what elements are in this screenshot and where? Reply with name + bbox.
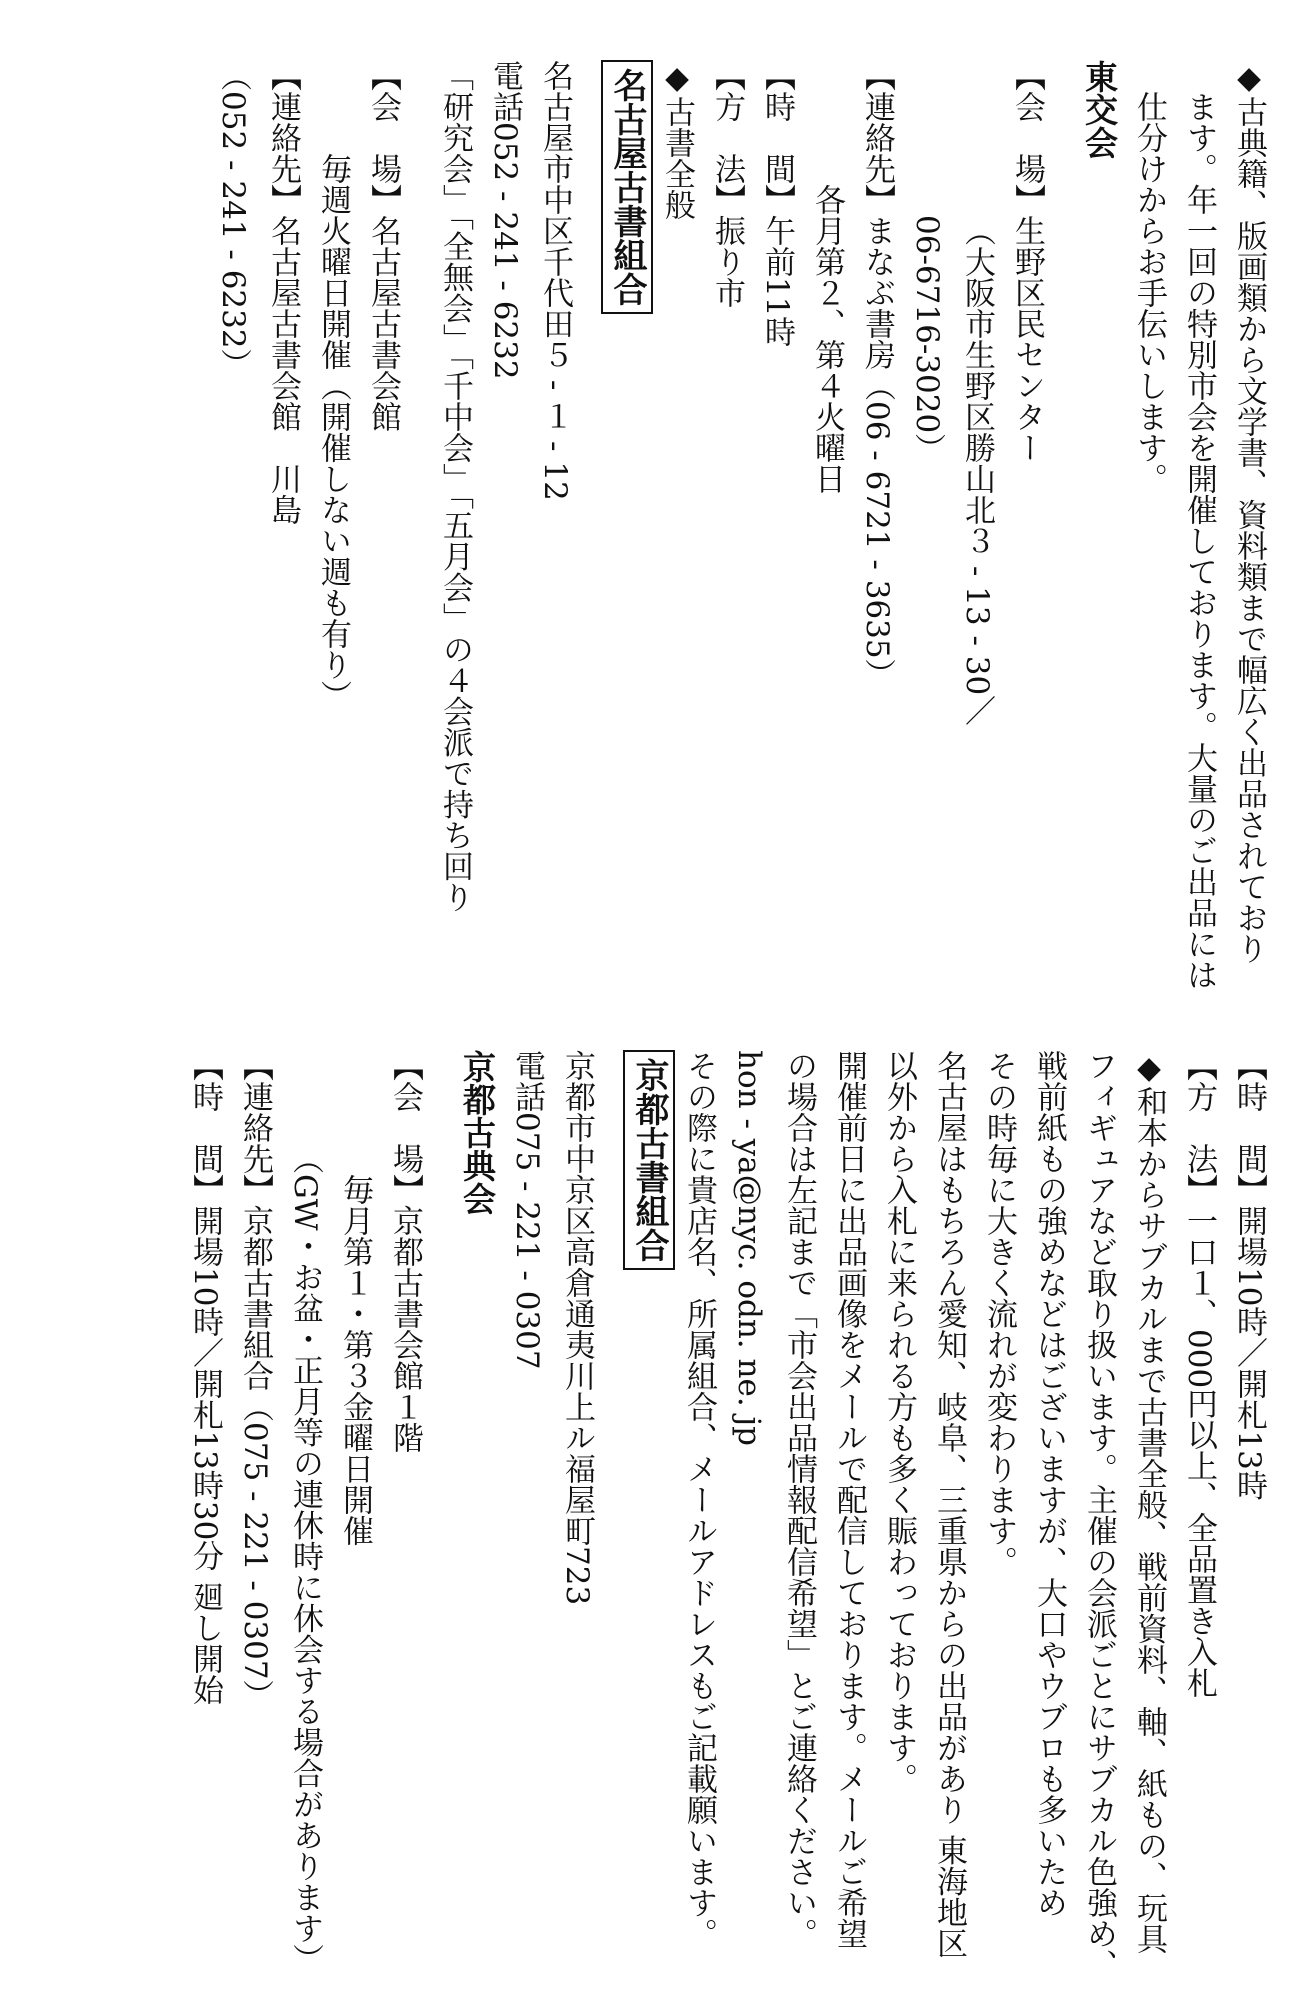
nagoya-groups: 「研究会」「全無会」「千中会」「五月会」の４会派で持ち回り bbox=[437, 60, 473, 913]
nagoya-time-label: 【時 間】 bbox=[1231, 1050, 1267, 1205]
top-section bbox=[208, 60, 1274, 990]
toko-method-label: 【方 法】 bbox=[709, 60, 745, 215]
nagoya-desc-10: その際に貴店名、所属組合、メールアドレスもご記載願います。 bbox=[681, 1050, 717, 1949]
nagoya-desc-2: フィギュアなど取り扱います。主催の会派ごとにサブカル色強め、 bbox=[1081, 1050, 1117, 1980]
kyoto-address: 京都市中京区高倉通夷川上ル福屋町723 bbox=[559, 1050, 595, 1606]
toko-schedule: 各月第２、第４火曜日 bbox=[809, 184, 845, 494]
toko-title: 東交会 bbox=[1080, 60, 1119, 159]
nagoya-method-label: 【方 法】 bbox=[1181, 1050, 1217, 1205]
toko-time-row bbox=[752, 60, 802, 960]
toko-contact: まなぶ書房（06 - 6721 - 3635） bbox=[859, 215, 895, 690]
intro-line-2: ます。年一回の特別市会を開催しております。大量のご出品には bbox=[1181, 91, 1217, 990]
toko-method-row bbox=[702, 60, 752, 960]
nagoya-time: 開場10時／開札13時 bbox=[1231, 1205, 1267, 1501]
nagoya-email: hon - ya@nyc. odn. ne. jp bbox=[731, 1050, 767, 1446]
nagoya-desc-6: 以外から入札に来られる方も多く賑わっております。 bbox=[881, 1050, 917, 1794]
nagoya-desc-8: の場合は左記まで「市会出品情報配信希望」とご連絡ください。 bbox=[781, 1050, 817, 1949]
nagoya-time-row bbox=[1224, 1050, 1274, 1950]
kyoto-koten-venue: 京都古書会館１階 bbox=[387, 1205, 423, 1453]
nagoya-desc-7: 開催前日に出品画像をメールで配信しております。メールご希望 bbox=[831, 1050, 867, 1949]
toko-address: （大阪市生野区勝山北３ - 13 - 30／ bbox=[959, 215, 995, 727]
kyoto-koten-schedule: 毎月第１・第３金曜日開催 bbox=[337, 1174, 373, 1546]
kyoto-title-wrap bbox=[624, 1050, 674, 1950]
kyoto-koten-venue-row bbox=[380, 1050, 430, 1950]
nagoya-title: 名古屋古書組合 bbox=[601, 60, 653, 314]
toko-contact-row bbox=[852, 60, 902, 960]
toko-tel: 06-6716-3020） bbox=[909, 215, 945, 465]
nagoya-address: 名古屋市中区千代田５ - １ - 12 bbox=[537, 60, 573, 501]
nagoya-desc-3: 戦前紙もの強めなどはございますが、大口やウブロも多いため bbox=[1031, 1050, 1067, 1918]
nagoya-venue: 名古屋古書会館 bbox=[365, 215, 401, 432]
toko-venue-row bbox=[1002, 60, 1052, 960]
nagoya-venue-label: 【会 場】 bbox=[365, 60, 401, 215]
nagoya-contact-tel: （052 - 241 - 6232） bbox=[215, 60, 251, 380]
nagoya-schedule: 毎週火曜日開催（開催しない週も有り） bbox=[315, 153, 351, 711]
toko-genre: ◆古書全般 bbox=[659, 60, 695, 220]
kyoto-koten-time: 開場10時／開札13時30分 廻し開始 bbox=[187, 1205, 223, 1706]
intro-line-1: ◆古典籍、版画類から文学書、資料類まで幅広く出品されており bbox=[1231, 60, 1267, 964]
toko-contact-label: 【連絡先】 bbox=[859, 60, 895, 215]
kyoto-koten-time-label: 【時 間】 bbox=[187, 1050, 223, 1205]
toko-method: 振り市 bbox=[709, 215, 745, 308]
nagoya-method-row bbox=[1174, 1050, 1224, 1950]
kyoto-koten-note: （GW・お盆・正月等の連休時に休会する場合があります） bbox=[287, 1143, 323, 1975]
toko-time: 午前11時 bbox=[759, 215, 795, 348]
nagoya-contact: 名古屋古書会館 川島 bbox=[265, 215, 301, 525]
nagoya-contact-label: 【連絡先】 bbox=[265, 60, 301, 215]
kyoto-koten-contact: 京都古書組合（075 - 221 - 0307） bbox=[237, 1205, 273, 1711]
kyoto-tel: 電話075 - 221 - 0307 bbox=[509, 1050, 545, 1370]
nagoya-tel: 電話052 - 241 - 6232 bbox=[487, 60, 523, 380]
kyoto-koten-contact-label: 【連絡先】 bbox=[237, 1050, 273, 1205]
toko-time-label: 【時 間】 bbox=[759, 60, 795, 215]
toko-venue: 生野区民センター bbox=[1009, 215, 1045, 463]
bottom-section bbox=[180, 1050, 1274, 1980]
nagoya-desc-1: ◆和本からサブカルまで古書全般、戦前資料、軸、紙もの、玩具 bbox=[1131, 1050, 1167, 1954]
nagoya-method: 一口１、000円以上、全品置き入札 bbox=[1181, 1205, 1217, 1699]
nagoya-title-wrap bbox=[602, 60, 652, 960]
kyoto-koten-contact-row bbox=[230, 1050, 280, 1950]
kyoto-title: 京都古書組合 bbox=[623, 1050, 675, 1270]
nagoya-venue-row bbox=[358, 60, 408, 960]
nagoya-desc-4: その時毎に大きく流れが変わります。 bbox=[981, 1050, 1017, 1577]
kyoto-koten-title: 京都古典会 bbox=[458, 1050, 497, 1215]
toko-venue-label: 【会 場】 bbox=[1009, 60, 1045, 215]
nagoya-desc-5: 名古屋はもちろん愛知、岐阜、三重県からの出品があり 東海地区 bbox=[931, 1050, 967, 1959]
nagoya-contact-row bbox=[258, 60, 308, 960]
intro-line-3: 仕分けからお手伝いします。 bbox=[1131, 91, 1167, 494]
kyoto-koten-venue-label: 【会 場】 bbox=[387, 1050, 423, 1205]
kyoto-koten-time-row bbox=[180, 1050, 230, 1950]
